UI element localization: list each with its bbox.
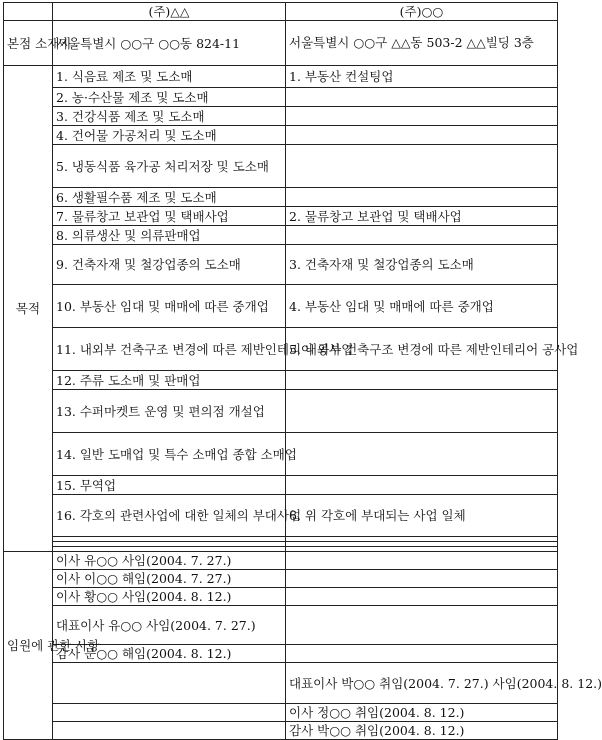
location-b: 서울특별시 ○○구 △△동 503-2 △△빌딩 3층 [286,21,558,66]
purpose-a: 3. 건강식품 제조 및 도소매 [53,107,286,126]
purpose-a: 7. 물류창고 보관업 및 택배사업 [53,207,286,226]
purpose-a: 6. 생활필수품 제조 및 도소매 [53,188,286,207]
officer-a: 감사 문○○ 해임(2004. 8. 12.) [53,645,286,663]
officer-row [4,570,558,588]
location-row [4,21,558,66]
officer-b: 대표이사 박○○ 취임(2004. 7. 27.) 사임(2004. 8. 12.) [286,663,558,704]
purpose-b [286,188,558,207]
purpose-b: 3. 건축자재 및 철강업종의 도소매 [286,245,558,285]
purpose-a: 11. 내외부 건축구조 변경에 따른 제반인테리어 공사업 [53,328,286,371]
purpose-row [4,495,558,537]
company-a-header: (주)△△ [53,3,286,21]
purpose-row [4,207,558,226]
purpose-a: 8. 의류생산 및 의류판매업 [53,226,286,245]
officer-b [286,552,558,570]
purpose-row [4,245,558,285]
purpose-a: 5. 냉동식품 육가공 처리저장 및 도소매 [53,145,286,188]
purpose-b [286,226,558,245]
purpose-row [4,285,558,328]
purpose-b [286,433,558,476]
officer-row [4,645,558,663]
purpose-b [286,88,558,107]
officer-a: 이사 유○○ 사임(2004. 7. 27.) [53,552,286,570]
purpose-a: 12. 주류 도소매 및 판매업 [53,371,286,390]
officer-b [286,588,558,606]
purpose-a: 1. 식음료 제조 및 도소매 [53,66,286,88]
officers-label: 임원에 관한 사항 [4,552,53,740]
purpose-b: 6. 위 각호에 부대되는 사업 일체 [286,495,558,537]
officer-row [4,704,558,722]
purpose-row [4,66,558,88]
purpose-row [4,328,558,371]
purpose-b [286,107,558,126]
purpose-b: 5. 내외부 건축구조 변경에 따른 제반인테리어 공사업 [286,328,558,371]
purpose-a: 4. 건어물 가공처리 및 도소매 [53,126,286,145]
purpose-row [4,188,558,207]
officer-a [53,704,286,722]
purpose-b [286,371,558,390]
purpose-row [4,88,558,107]
purpose-row [4,476,558,495]
purpose-row [4,390,558,433]
location-a: 서울특별시 ○○구 ○○동 824-11 [53,21,286,66]
purpose-a: 14. 일반 도매업 및 특수 소매업 종합 소매업 [53,433,286,476]
purpose-a: 9. 건축자재 및 철강업종의 도소매 [53,245,286,285]
purpose-row [4,145,558,188]
officer-a: 이사 이○○ 해임(2004. 7. 27.) [53,570,286,588]
officer-row [4,663,558,704]
officer-row [4,588,558,606]
purpose-b [286,126,558,145]
purpose-b: 4. 부동산 임대 및 매매에 따른 중개업 [286,285,558,328]
officer-b [286,570,558,588]
header-blank-cell [4,3,53,21]
officer-b: 감사 박○○ 취임(2004. 8. 12.) [286,722,558,740]
purpose-b [286,145,558,188]
officer-row [4,552,558,570]
officer-b [286,606,558,645]
officer-b [286,645,558,663]
purpose-a: 16. 각호의 관련사업에 대한 일체의 부대사업 [53,495,286,537]
purpose-a: 13. 수퍼마켓트 운영 및 편의점 개설업 [53,390,286,433]
purpose-a: 2. 농·수산물 제조 및 도소매 [53,88,286,107]
company-b-header: (주)○○ [286,3,558,21]
purpose-b: 1. 부동산 컨설팅업 [286,66,558,88]
officer-a: 이사 황○○ 사임(2004. 8. 12.) [53,588,286,606]
purpose-row [4,126,558,145]
officer-a [53,663,286,704]
officer-row [4,722,558,740]
officer-a [53,722,286,740]
purpose-b [286,476,558,495]
officer-b: 이사 정○○ 취임(2004. 8. 12.) [286,704,558,722]
purpose-b [286,390,558,433]
header-row [4,3,558,21]
purpose-a: 15. 무역업 [53,476,286,495]
purpose-label: 목적 [4,66,53,552]
purpose-row [4,226,558,245]
purpose-b: 2. 물류창고 보관업 및 택배사업 [286,207,558,226]
purpose-row [4,433,558,476]
location-label: 본점 소재지 [4,21,53,66]
purpose-row [4,371,558,390]
officer-a: 대표이사 유○○ 사임(2004. 7. 27.) [53,606,286,645]
purpose-row [4,107,558,126]
document-table [3,2,602,740]
purpose-a: 10. 부동산 임대 및 매매에 따른 중개업 [53,285,286,328]
